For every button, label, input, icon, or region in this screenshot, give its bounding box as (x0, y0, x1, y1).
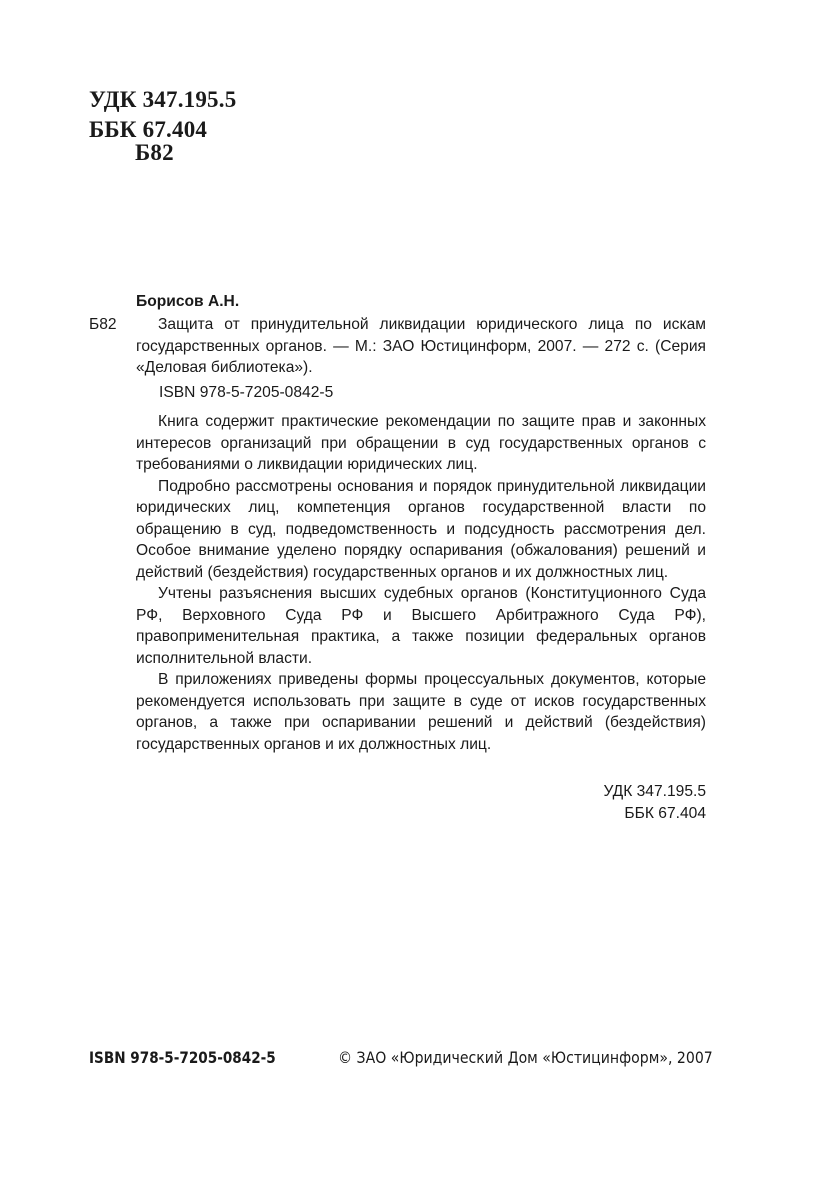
author-code-label: Б82 (89, 316, 117, 333)
annotation-paragraph: Подробно рассмотрены основания и порядок принудительной ликвидации юридических лиц, компетенция органов государственной власти по обращению в суд, подведомственность и подсудность рассмотрения дел. Особое внимание уделено порядку оспаривания (обжалования) решений и действий (бездействия) государственных органов и их должностных лиц. (136, 477, 706, 581)
annotation (136, 411, 706, 755)
udk-footer-code: УДК 347.195.5 (603, 783, 706, 800)
udk-heading: УДК 347.195.5 (89, 87, 237, 112)
author-code-heading: Б82 (135, 140, 174, 165)
annotation-paragraph: Книга содержит практические рекомендации по защите прав и законных интересов организаций при обращении в суд государственных органов с требованиями о ликвидации юридических лиц. (136, 413, 706, 473)
bibliographic-record: Защита от принудительной ликвидации юридического лица по искам государственных органов. — М.: ЗАО Юстицинформ, 2007. — 272 с. (Серия «Деловая библиотека»). (136, 316, 706, 376)
bbk-footer-code: ББК 67.404 (624, 805, 706, 822)
author-name: Борисов А.Н. (136, 293, 240, 310)
annotation-paragraph: Учтены разъяснения высших судебных органов (Конституционного Суда РФ, Верховного Суда РФ и Высшего Арбитражного Суда РФ), правоприменительная практика, а также позиции федеральных органов исполнительной власти. (136, 585, 706, 667)
copyright-notice: © ЗАО «Юридический Дом «Юстицинформ», 2007 (338, 1048, 713, 1067)
isbn-record: ISBN 978-5-7205-0842-5 (159, 384, 334, 401)
annotation-paragraph: В приложениях приведены формы процессуальных документов, которые рекомендуется использовать при защите в суде от исков государственных органов, а также при оспаривании решений и действий (бездействия) государственных органов и их должностных лиц. (136, 671, 706, 753)
footer-isbn: ISBN 978-5-7205-0842-5 (89, 1048, 276, 1067)
bbk-heading: ББК 67.404 (89, 117, 208, 142)
